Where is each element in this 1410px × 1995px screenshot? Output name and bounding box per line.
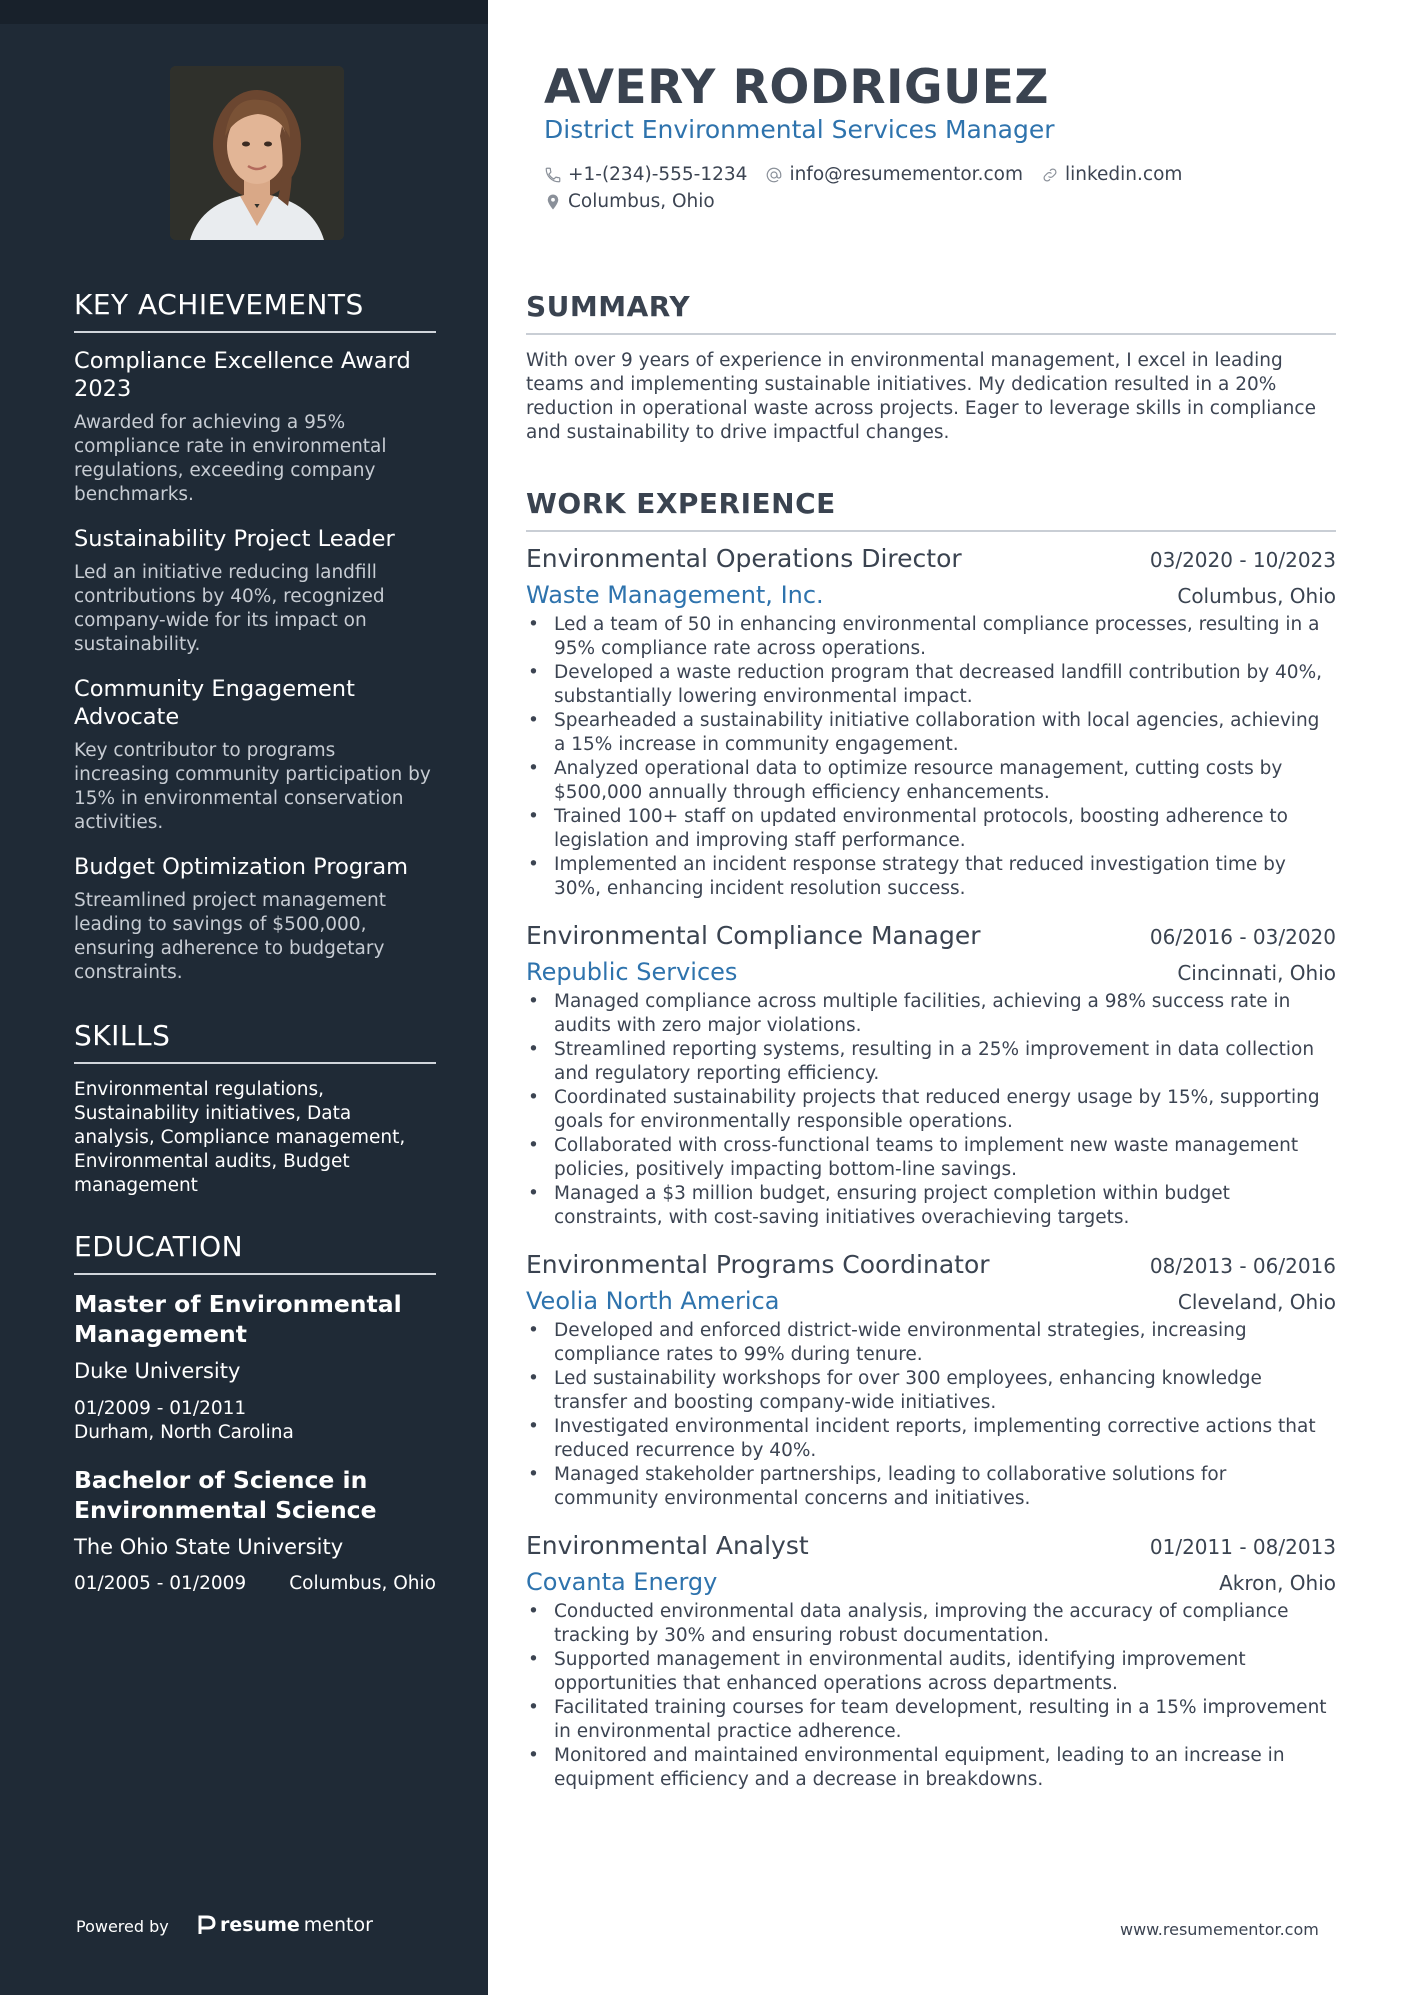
job-bullet: • Coordinated sustainability projects that reduced energy usage by 15%, supporting goals for environmentally responsible operations. xyxy=(526,1086,1336,1134)
job-dates: 01/2011 - 08/2013 xyxy=(1149,1535,1336,1559)
summary-text: With over 9 years of experience in environmental management, I excel in leading teams and implementing sustainable initiatives. My dedication resulted in a 20% reduction in operational waste across projects. Eager to leverage skills in compliance and sustainability to drive impactful changes. xyxy=(526,350,1316,443)
footer-website-link[interactable]: www.resumementor.com xyxy=(1120,1920,1319,1939)
linkedin-link: linkedin.com xyxy=(1064,164,1183,185)
location-contact xyxy=(544,191,715,212)
job-company: Covanta Energy xyxy=(526,1568,718,1596)
job-bullet: • Spearheaded a sustainability initiative collaboration with local agencies, achieving a 15% increase in community engagement. xyxy=(526,709,1336,757)
job-bullet: • Collaborated with cross-functional teams to implement new waste management policies, positively impacting bottom-line savings. xyxy=(526,1134,1336,1182)
job-location: Columbus, Ohio xyxy=(1177,584,1336,608)
phone-icon xyxy=(544,166,562,184)
job-bullets xyxy=(526,1600,1336,1792)
education-degree: Bachelor of Science in Environmental Science xyxy=(74,1466,377,1524)
job-bullet: • Streamlined reporting systems, resulting in a 25% improvement in data collection and regulatory reporting efficiency. xyxy=(526,1038,1336,1086)
job-bullets xyxy=(526,990,1336,1230)
skills-section xyxy=(74,1019,436,1198)
location-pin-icon xyxy=(544,193,562,211)
job-company: Republic Services xyxy=(526,958,738,986)
job-company: Veolia North America xyxy=(526,1287,780,1315)
job-bullet: • Led a team of 50 in enhancing environmental compliance processes, resulting in a 95% compliance rate across operations. xyxy=(526,613,1336,661)
job-bullet: • Trained 100+ staff on updated environmental protocols, boosting adherence to legislation and improving staff performance. xyxy=(526,805,1336,853)
achievement-description: Led an initiative reducing landfill contributions by 40%, recognized company-wide for its impact on sustainability. xyxy=(74,562,385,655)
achievements-section xyxy=(74,288,436,985)
job-company: Waste Management, Inc. xyxy=(526,581,824,609)
education-location: Columbus, Ohio xyxy=(289,1573,436,1594)
sidebar-content xyxy=(74,288,436,1614)
achievement-description: Awarded for achieving a 95% compliance rate in environmental regulations, exceeding company benchmarks. xyxy=(74,412,387,505)
skills-list: Environmental regulations, Sustainability initiatives, Data analysis, Compliance management, Environmental audits, Budget management xyxy=(74,1079,406,1196)
work-experience-heading: WORK EXPERIENCE xyxy=(526,487,1336,532)
email-contact[interactable] xyxy=(765,164,1023,185)
job-bullet: • Analyzed operational data to optimize resource management, cutting costs by $500,000 annually through efficiency enhancements. xyxy=(526,757,1336,805)
phone-number: +1-(234)-555-1234 xyxy=(568,164,748,185)
job-dates: 06/2016 - 03/2020 xyxy=(1149,925,1336,949)
sidebar xyxy=(0,0,488,1995)
job-bullet: • Implemented an incident response strategy that reduced investigation time by 30%, enhancing incident resolution success. xyxy=(526,853,1336,901)
education-item xyxy=(74,1465,436,1594)
job-bullet: • Managed compliance across multiple facilities, achieving a 98% success rate in audits with zero major violations. xyxy=(526,990,1336,1038)
achievement-title: Sustainability Project Leader xyxy=(74,526,395,552)
skills-heading: SKILLS xyxy=(74,1019,436,1064)
job-bullet: • Developed and enforced district-wide environmental strategies, increasing compliance rates to 99% during tenure. xyxy=(526,1319,1336,1367)
education-heading: EDUCATION xyxy=(74,1230,436,1275)
job-dates: 08/2013 - 06/2016 xyxy=(1149,1254,1336,1278)
job-entry xyxy=(526,1250,1336,1511)
job-location: Cleveland, Ohio xyxy=(1177,1290,1336,1314)
education-section xyxy=(74,1230,436,1594)
email-address: info@resumementor.com xyxy=(789,164,1023,185)
achievement-description: Streamlined project management leading to savings of $500,000, ensuring adherence to budgetary constraints. xyxy=(74,890,386,983)
brand-name-bold: resume xyxy=(220,1914,300,1936)
candidate-name: AVERY RODRIGUEZ xyxy=(544,60,1049,115)
contact-row xyxy=(544,164,1182,185)
work-experience-section xyxy=(526,487,1336,1792)
job-bullet: • Investigated environmental incident reports, implementing corrective actions that reduced recurrence by 40%. xyxy=(526,1415,1336,1463)
profile-photo xyxy=(170,66,344,240)
job-bullet: • Supported management in environmental audits, identifying improvement opportunities that enhanced operations across departments. xyxy=(526,1648,1336,1696)
location-row xyxy=(544,191,715,212)
job-role: Environmental Operations Director xyxy=(526,544,962,573)
resumementor-logo-icon xyxy=(198,1915,216,1935)
education-meta xyxy=(74,1573,436,1594)
job-bullet: • Managed a $3 million budget, ensuring project completion within budget constraints, with cost-saving initiatives overachieving targets. xyxy=(526,1182,1336,1230)
powered-by-label: Powered by xyxy=(76,1917,169,1936)
job-location: Akron, Ohio xyxy=(1219,1571,1336,1595)
education-school: The Ohio State University xyxy=(74,1535,344,1559)
sidebar-top-bar xyxy=(0,0,488,24)
job-entry xyxy=(526,544,1336,901)
brand-name-light: mentor xyxy=(303,1914,373,1936)
job-bullets xyxy=(526,613,1336,901)
link-icon xyxy=(1041,166,1059,184)
education-school: Duke University xyxy=(74,1359,241,1383)
job-role: Environmental Compliance Manager xyxy=(526,921,981,950)
education-item xyxy=(74,1289,436,1445)
linkedin-contact[interactable] xyxy=(1041,164,1182,185)
job-bullet: • Conducted environmental data analysis, improving the accuracy of compliance tracking by 30% and ensuring robust documentation. xyxy=(526,1600,1336,1648)
job-bullet: • Monitored and maintained environmental equipment, leading to an increase in equipment efficiency and a decrease in breakdowns. xyxy=(526,1744,1336,1792)
achievement-description: Key contributor to programs increasing community participation by 15% in environmental conservation activities. xyxy=(74,740,431,833)
job-bullet: • Managed stakeholder partnerships, leading to collaborative solutions for community environmental concerns and initiatives. xyxy=(526,1463,1336,1511)
achievement-item xyxy=(74,853,436,985)
achievement-title: Compliance Excellence Award 2023 xyxy=(74,348,411,402)
summary-section xyxy=(526,290,1336,445)
education-dates: 01/2009 - 01/2011 xyxy=(74,1398,247,1419)
achievement-item xyxy=(74,347,436,507)
job-role: Environmental Analyst xyxy=(526,1531,809,1560)
achievement-title: Community Engagement Advocate xyxy=(74,676,355,730)
job-dates: 03/2020 - 10/2023 xyxy=(1149,548,1336,572)
job-role: Environmental Programs Coordinator xyxy=(526,1250,990,1279)
achievement-title: Budget Optimization Program xyxy=(74,854,409,880)
job-entry xyxy=(526,921,1336,1230)
education-location: Durham, North Carolina xyxy=(74,1422,294,1443)
phone-contact[interactable] xyxy=(544,164,747,185)
job-bullet: • Led sustainability workshops for over 300 employees, enhancing knowledge transfer and boosting company-wide initiatives. xyxy=(526,1367,1336,1415)
job-bullet: • Developed a waste reduction program that decreased landfill contribution by 40%, substantially lowering environmental impact. xyxy=(526,661,1336,709)
at-sign-icon xyxy=(765,166,783,184)
education-degree: Master of Environmental Management xyxy=(74,1290,402,1348)
job-bullet: • Facilitated training courses for team development, resulting in a 15% improvement in environmental practice adherence. xyxy=(526,1696,1336,1744)
location-text: Columbus, Ohio xyxy=(568,191,715,212)
achievement-item xyxy=(74,525,436,657)
education-dates: 01/2005 - 01/2009 xyxy=(74,1573,247,1594)
summary-heading: SUMMARY xyxy=(526,290,1336,335)
achievement-item xyxy=(74,675,436,835)
brand-logo[interactable] xyxy=(198,1914,373,1936)
job-entry xyxy=(526,1531,1336,1792)
job-location: Cincinnati, Ohio xyxy=(1177,961,1336,985)
job-bullets xyxy=(526,1319,1336,1511)
candidate-title: District Environmental Services Manager xyxy=(544,115,1055,144)
achievements-heading: KEY ACHIEVEMENTS xyxy=(74,288,436,333)
